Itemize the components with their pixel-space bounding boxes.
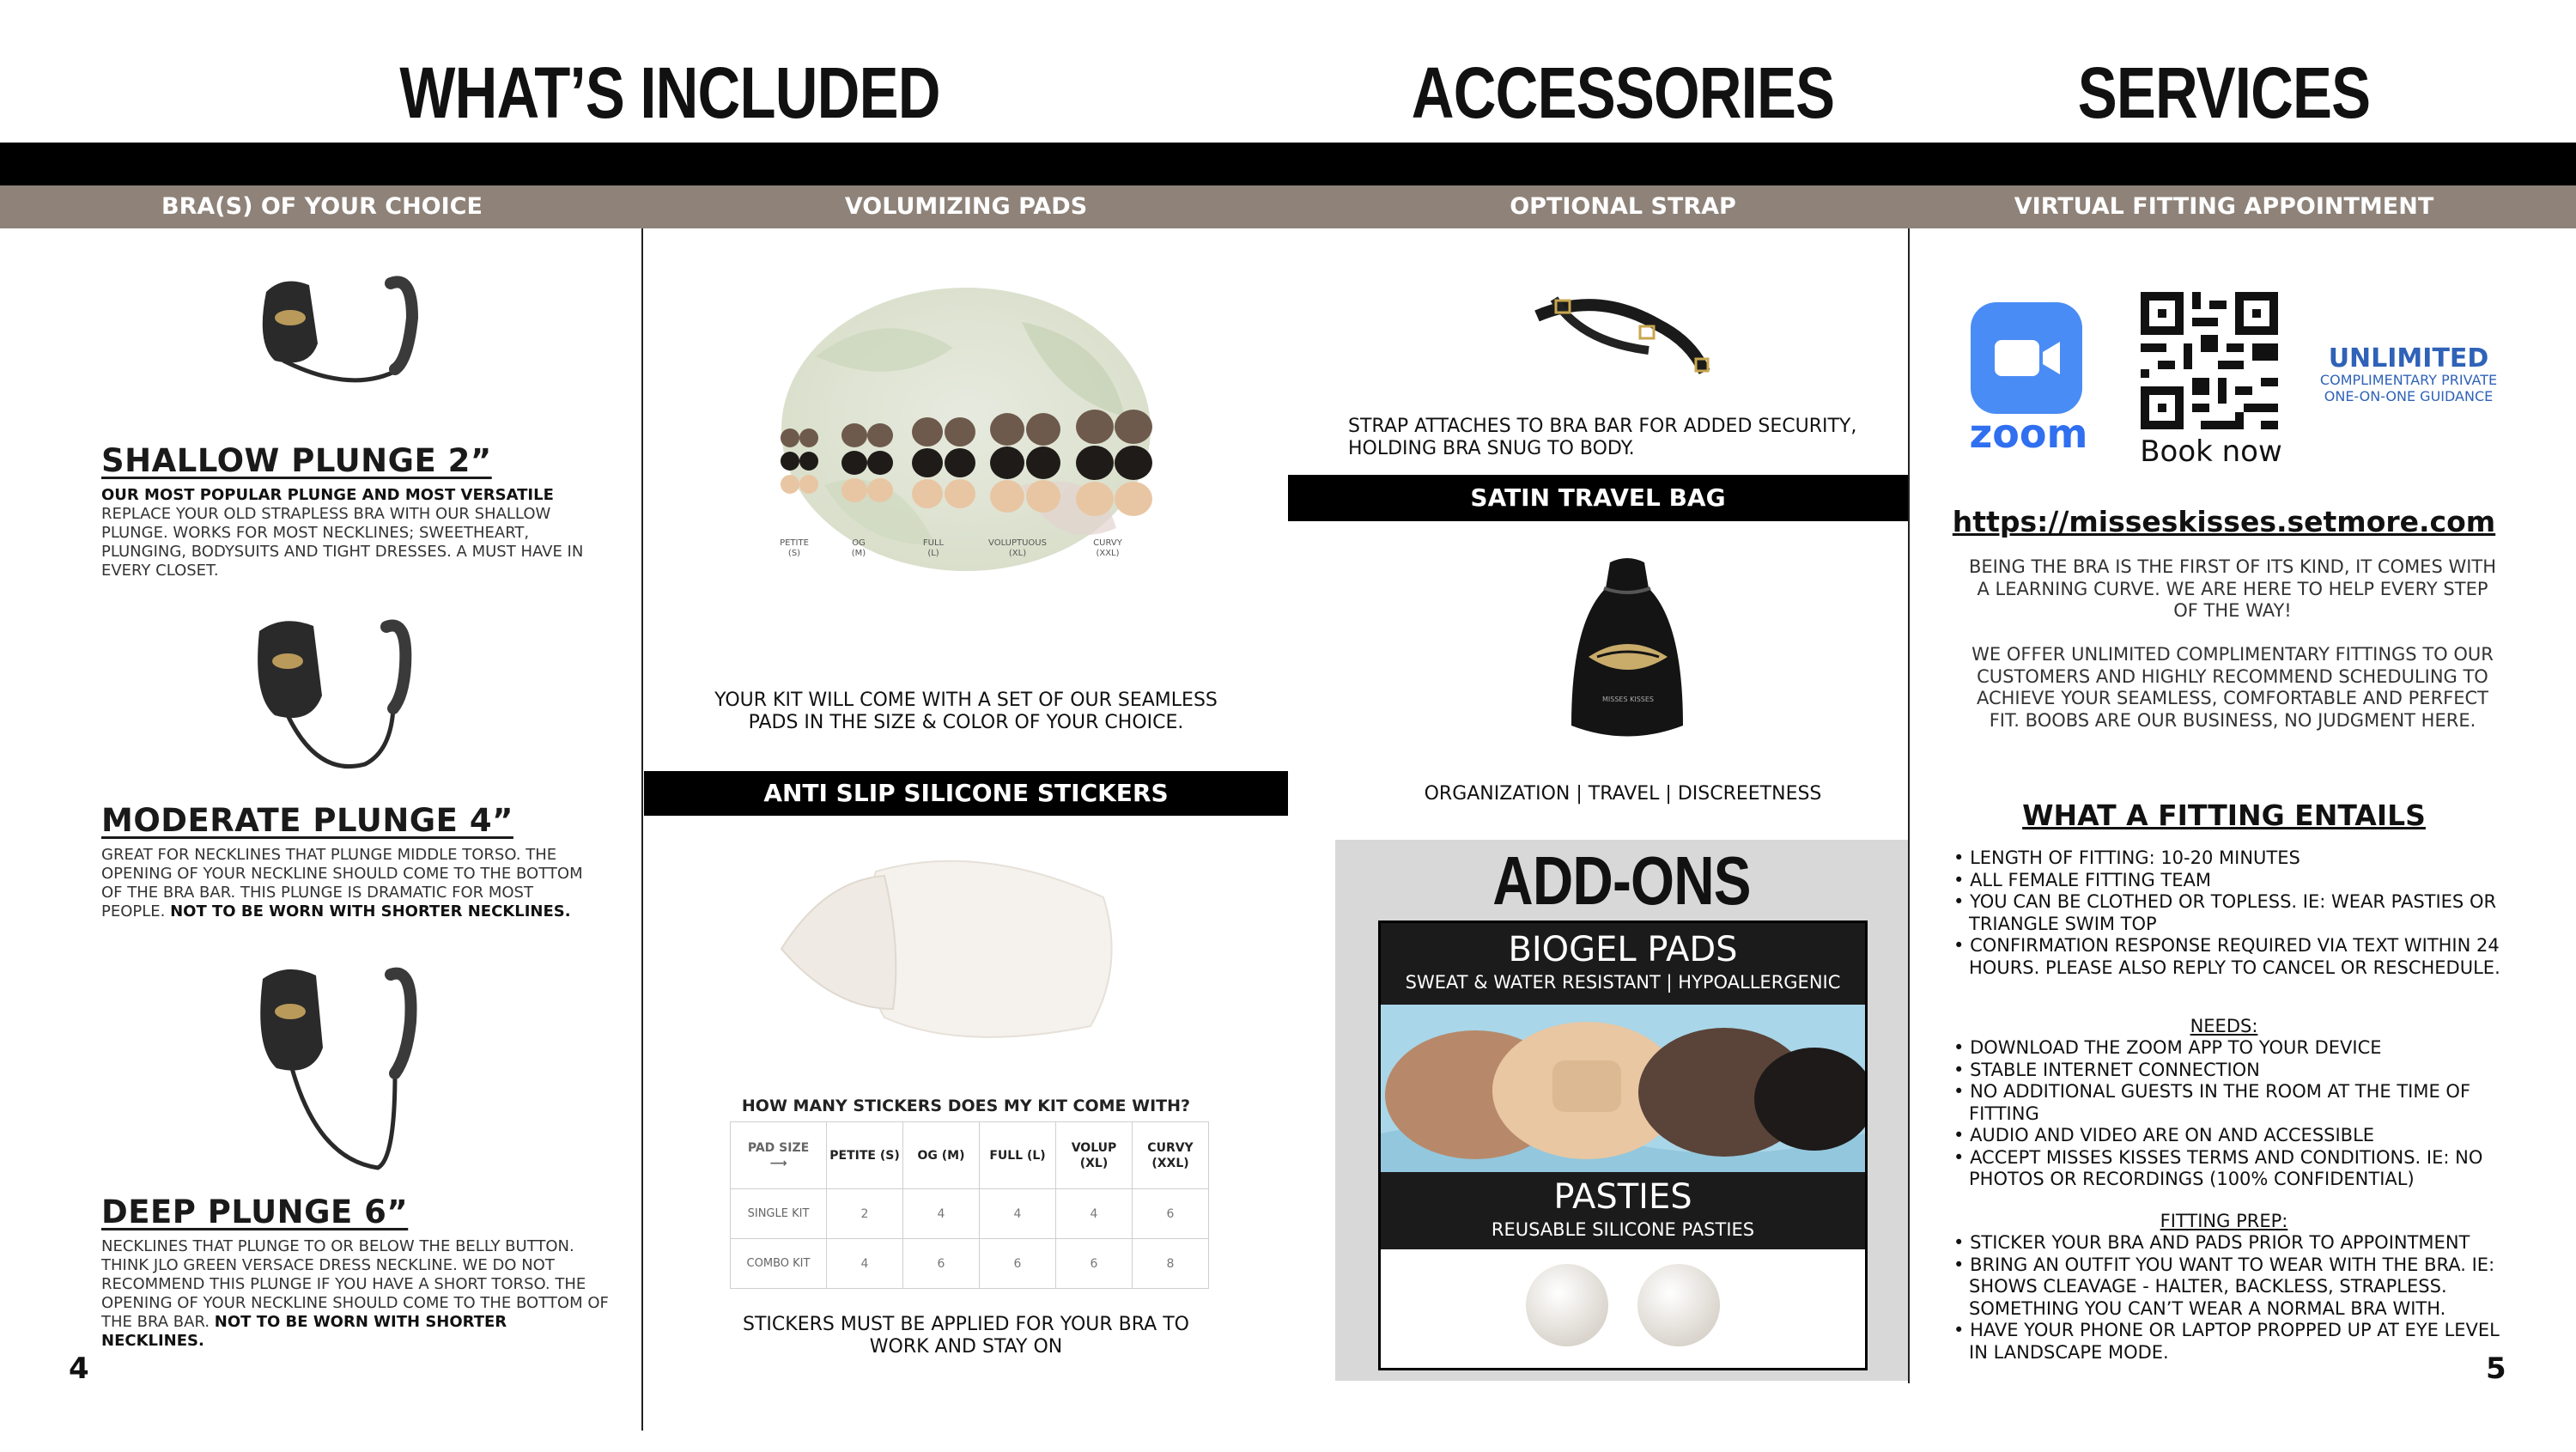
list-item: • HAVE YOUR PHONE OR LAPTOP PROPPED UP AT EYE LEVEL IN LANDSCAPE MODE.	[1953, 1320, 2520, 1364]
biogel-title: BIOGEL PADS	[1508, 930, 1738, 969]
band-virtual-label: VIRTUAL FITTING APPOINTMENT	[2014, 193, 2434, 220]
row-label-single: SINGLE KIT	[731, 1189, 827, 1239]
shallow-plunge-title: SHALLOW PLUNGE 2”	[101, 442, 492, 479]
deep-plunge-title: DEEP PLUNGE 6”	[101, 1194, 409, 1230]
cell-value: 6	[903, 1239, 980, 1289]
table-header-og: OG (M)	[903, 1122, 980, 1189]
list-item: • BRING AN OUTFIT YOU WANT TO WEAR WITH THE BRA. IE: SHOWS CLEAVAGE - HALTER, BACKLESS, STRAPLESS. SOMETHING YOU CAN’T WEAR A NORMAL BRA WITH.	[1953, 1255, 2520, 1321]
shallow-plunge-body: REPLACE YOUR OLD STRAPLESS BRA WITH OUR SHALLOW PLUNGE. WORKS FOR MOST NECKLINES; SWEETHEART, PLUNGING, BODYSUITS AND TIGHT DRESSES. A MUST HAVE IN EVERY CLOSET.	[101, 505, 584, 580]
shallow-plunge-bra-image	[249, 266, 438, 412]
pad-size-og: OG	[852, 538, 866, 548]
moderate-plunge-body: GREAT FOR NECKLINES THAT PLUNGE MIDDLE TORSO. THE OPENING OF YOUR NECKLINE SHOULD COME TO THE BOTTOM OF THE BRA BAR. THIS PLUNGE IS DRAMATIC FOR MOST PEOPLE.	[101, 846, 583, 920]
unlimited-label: UNLIMITED	[2328, 343, 2489, 374]
addons-title: ADD-ONS	[1492, 842, 1751, 919]
table-header-petite: PETITE (S)	[827, 1122, 903, 1189]
list-item: • ACCEPT MISSES KISSES TERMS AND CONDITIONS. IE: NO PHOTOS OR RECORDINGS (100% CONFIDENTIAL)	[1953, 1147, 2520, 1191]
pad-size-og-code: (M)	[851, 549, 866, 558]
list-item: • DOWNLOAD THE ZOOM APP TO YOUR DEVICE	[1953, 1037, 2520, 1060]
pad-size-full-code: (L)	[927, 549, 939, 558]
cell-value: 8	[1133, 1239, 1209, 1289]
column-divider-2	[1908, 228, 1910, 1383]
shallow-plunge-lead: OUR MOST POPULAR PLUNGE AND MOST VERSATILE	[101, 486, 554, 504]
list-item: • LENGTH OF FITTING: 10-20 MINUTES	[1953, 848, 2520, 870]
bag-brand-text: MISSES KISSES	[1602, 696, 1654, 703]
list-item: • AUDIO AND VIDEO ARE ON AND ACCESSIBLE	[1953, 1125, 2520, 1147]
pad-size-curvy: CURVY	[1093, 538, 1122, 548]
cell-value: 4	[827, 1239, 903, 1289]
table-header-curvy: CURVY (XXL)	[1133, 1122, 1209, 1189]
heading-whats-included: WHAT’S INCLUDED	[399, 52, 940, 133]
moderate-plunge-title: MODERATE PLUNGE 4”	[101, 802, 513, 839]
pasties-title: PASTIES	[1553, 1177, 1692, 1217]
header-black-bar	[0, 143, 2576, 185]
fitting-prep-title: FITTING PREP:	[2160, 1211, 2288, 1231]
services-paragraph-1: BEING THE BRA IS THE FIRST OF ITS KIND, IT COMES WITH A LEARNING CURVE. WE ARE HERE TO HELP EVERY STEP OF THE WAY!	[1968, 556, 2497, 621]
stickers-title-bar: ANTI SLIP SILICONE STICKERS	[644, 771, 1288, 816]
cell-value: 4	[903, 1189, 980, 1239]
pad-size-petite: PETITE	[780, 538, 809, 548]
setmore-link[interactable]: https://misseskisses.setmore.com	[1952, 505, 2496, 538]
table-header-volup: VOLUP (XL)	[1056, 1122, 1133, 1189]
pad-size-petite-code: (S)	[787, 549, 801, 558]
fitting-entails-title: WHAT A FITTING ENTAILS	[2022, 799, 2426, 832]
fitting-entails-list	[1953, 848, 2520, 979]
bag-caption: ORGANIZATION | TRAVEL | DISCREETNESS	[1424, 783, 1822, 805]
satin-bag-image	[1563, 554, 1692, 751]
list-item: • NO ADDITIONAL GUESTS IN THE ROOM AT THE TIME OF FITTING	[1953, 1081, 2520, 1125]
stickers-note: STICKERS MUST BE APPLIED FOR YOUR BRA TO WORK AND STAY ON	[743, 1314, 1189, 1358]
optional-strap-image	[1528, 273, 1717, 393]
band-bras-label: BRA(S) OF YOUR CHOICE	[161, 193, 483, 220]
moderate-plunge-bra-image	[249, 614, 438, 777]
biogel-pads-image	[1381, 1005, 1865, 1172]
deep-plunge-body: NECKLINES THAT PLUNGE TO OR BELOW THE BELLY BUTTON. THINK JLO GREEN VERSACE DRESS NECKLINE. WE DO NOT RECOMMEND THIS PLUNGE IF YOU HAVE A SHORT TORSO. THE OPENING OF YOUR NECKLINE SHOULD COME TO THE BOTTOM OF THE BRA BAR.	[101, 1237, 609, 1331]
deep-plunge-warning: NOT TO BE WORN WITH SHORTER NECKLINES.	[101, 1313, 507, 1350]
pad-size-voluptuous-code: (XL)	[1008, 549, 1027, 558]
needs-title: NEEDS:	[2190, 1016, 2258, 1036]
book-now-link[interactable]: Book now	[2140, 434, 2282, 469]
pasties-header	[1381, 1172, 1865, 1249]
volumizing-pads-image	[764, 288, 1168, 571]
table-row	[731, 1239, 1209, 1289]
list-item: • ALL FEMALE FITTING TEAM	[1953, 870, 2520, 892]
list-item: • STABLE INTERNET CONNECTION	[1953, 1060, 2520, 1082]
cell-value: 6	[980, 1239, 1056, 1289]
stickers-table	[730, 1121, 1209, 1289]
list-item: • STICKER YOUR BRA AND PADS PRIOR TO APPOINTMENT	[1953, 1232, 2520, 1255]
satin-bag-title-bar: SATIN TRAVEL BAG	[1288, 475, 1908, 521]
cell-value: 6	[1056, 1239, 1133, 1289]
biogel-subtitle: SWEAT & WATER RESISTANT | HYPOALLERGENIC	[1405, 972, 1841, 993]
table-header-pad-size	[731, 1122, 827, 1189]
list-item: • CONFIRMATION RESPONSE REQUIRED VIA TEXT WITHIN 24 HOURS. PLEASE ALSO REPLY TO CANCEL OR RESCHEDULE.	[1953, 935, 2520, 979]
deep-plunge-bra-image	[249, 962, 438, 1176]
row-label-combo: COMBO KIT	[731, 1239, 827, 1289]
list-item: • YOU CAN BE CLOTHED OR TOPLESS. IE: WEAR PASTIES OR TRIANGLE SWIM TOP	[1953, 891, 2520, 935]
table-header-full: FULL (L)	[980, 1122, 1056, 1189]
pad-size-voluptuous: VOLUPTUOUS	[988, 538, 1047, 548]
needs-list	[1953, 1037, 2520, 1191]
pad-size-curvy-code: (XXL)	[1096, 549, 1120, 558]
arrow-right-icon: ⟶	[769, 1156, 787, 1170]
zoom-wordmark: zoom	[1969, 410, 2088, 457]
cell-value: 4	[980, 1189, 1056, 1239]
moderate-plunge-warning: NOT TO BE WORN WITH SHORTER NECKLINES.	[170, 902, 571, 920]
table-header-pad-size-label: PAD SIZE	[747, 1140, 810, 1155]
column-divider-1	[641, 228, 643, 1431]
cell-value: 4	[1056, 1189, 1133, 1239]
services-paragraph-2: WE OFFER UNLIMITED COMPLIMENTARY FITTINGS TO OUR CUSTOMERS AND HIGHLY RECOMMEND SCHEDULING TO ACHIEVE YOUR SEAMLESS, COMFORTABLE AND PERFECT FIT. BOOBS ARE OUR BUSINESS, NO JUDGMENT HERE.	[1971, 644, 2494, 731]
heading-accessories: ACCESSORIES	[1411, 52, 1835, 133]
table-row	[731, 1189, 1209, 1239]
qr-code-icon[interactable]	[2141, 292, 2278, 429]
unlimited-subtitle: COMPLIMENTARY PRIVATE ONE-ON-ONE GUIDANCE	[2319, 372, 2498, 404]
band-strap-label: OPTIONAL STRAP	[1510, 193, 1736, 220]
cell-value: 2	[827, 1189, 903, 1239]
pads-caption: YOUR KIT WILL COME WITH A SET OF OUR SEAMLESS PADS IN THE SIZE & COLOR OF YOUR CHOICE.	[714, 690, 1218, 733]
fitting-prep-list	[1953, 1232, 2520, 1364]
page-number-left: 4	[69, 1352, 89, 1386]
strap-caption: STRAP ATTACHES TO BRA BAR FOR ADDED SECURITY, HOLDING BRA SNUG TO BODY.	[1348, 416, 1857, 459]
page-number-right: 5	[2486, 1352, 2506, 1386]
band-pads-label: VOLUMIZING PADS	[844, 193, 1088, 220]
zoom-logo-icon[interactable]	[1971, 302, 2082, 414]
pasties-subtitle: REUSABLE SILICONE PASTIES	[1491, 1219, 1755, 1240]
biogel-header	[1381, 923, 1865, 1005]
pad-size-full: FULL	[922, 538, 945, 548]
heading-services: SERVICES	[2077, 52, 2371, 133]
pasties-image	[1381, 1249, 1865, 1370]
silicone-stickers-image	[756, 846, 1133, 1060]
addons-card	[1378, 920, 1868, 1370]
cell-value: 6	[1133, 1189, 1209, 1239]
stickers-question: HOW MANY STICKERS DOES MY KIT COME WITH?	[741, 1097, 1191, 1115]
